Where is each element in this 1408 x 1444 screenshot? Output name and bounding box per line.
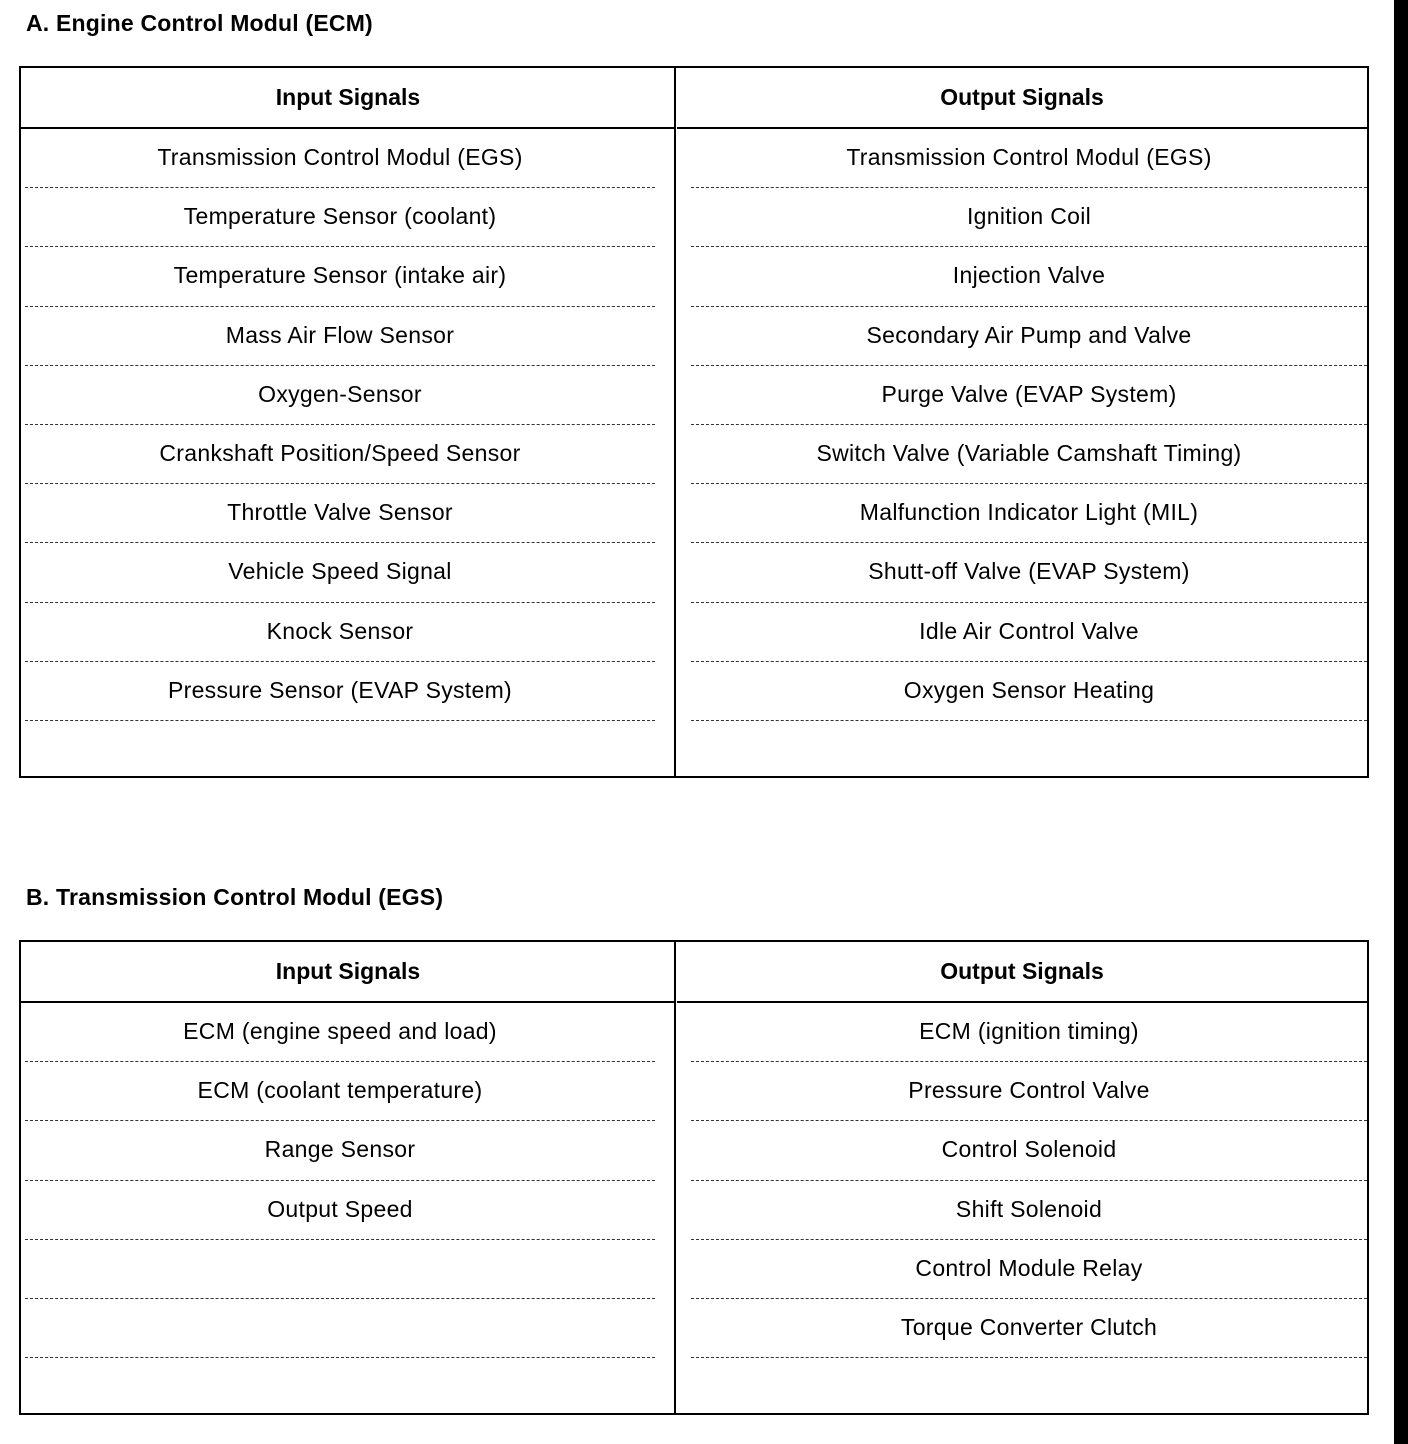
egs-output-cell: Control Module Relay xyxy=(691,1240,1367,1299)
right-edge-bar xyxy=(1394,0,1408,1444)
ecm-input-cell: Mass Air Flow Sensor xyxy=(25,307,655,366)
ecm-input-cell: Throttle Valve Sensor xyxy=(25,484,655,543)
ecm-input-cell: Knock Sensor xyxy=(25,603,655,662)
ecm-input-cell: Temperature Sensor (intake air) xyxy=(25,247,655,306)
ecm-output-header: Output Signals xyxy=(677,68,1367,129)
egs-output-header: Output Signals xyxy=(677,942,1367,1003)
ecm-input-header: Input Signals xyxy=(21,68,675,129)
section-a-title: A. Engine Control Modul (ECM) xyxy=(26,10,373,36)
ecm-output-cell: Injection Valve xyxy=(691,247,1367,306)
ecm-output-cell: Idle Air Control Valve xyxy=(691,603,1367,662)
egs-output-cell: Shift Solenoid xyxy=(691,1181,1367,1240)
ecm-output-cell: Ignition Coil xyxy=(691,188,1367,247)
egs-output-cell: ECM (ignition timing) xyxy=(691,1003,1367,1062)
egs-input-cell: ECM (engine speed and load) xyxy=(25,1003,655,1062)
ecm-input-cell: Pressure Sensor (EVAP System) xyxy=(25,662,655,721)
ecm-output-cell: Switch Valve (Variable Camshaft Timing) xyxy=(691,425,1367,484)
egs-output-cell: Control Solenoid xyxy=(691,1121,1367,1180)
ecm-input-cell: Temperature Sensor (coolant) xyxy=(25,188,655,247)
ecm-output-cell: Shutt-off Valve (EVAP System) xyxy=(691,543,1367,602)
section-b-title: B. Transmission Control Modul (EGS) xyxy=(26,884,444,910)
ecm-output-column xyxy=(677,68,1367,776)
ecm-output-cell: Transmission Control Modul (EGS) xyxy=(691,129,1367,188)
ecm-signal-table xyxy=(19,66,1369,778)
ecm-input-cell: Oxygen-Sensor xyxy=(25,366,655,425)
egs-input-cell-empty xyxy=(25,1240,655,1299)
egs-input-header: Input Signals xyxy=(21,942,675,1003)
ecm-input-cell: Transmission Control Modul (EGS) xyxy=(25,129,655,188)
egs-input-cell-empty xyxy=(25,1299,655,1358)
ecm-output-cell: Malfunction Indicator Light (MIL) xyxy=(691,484,1367,543)
egs-input-cell: ECM (coolant temperature) xyxy=(25,1062,655,1121)
egs-input-cell: Output Speed xyxy=(25,1181,655,1240)
ecm-input-cell: Vehicle Speed Signal xyxy=(25,543,655,602)
ecm-input-cell: Crankshaft Position/Speed Sensor xyxy=(25,425,655,484)
egs-output-cell: Pressure Control Valve xyxy=(691,1062,1367,1121)
ecm-input-column xyxy=(21,68,675,776)
egs-input-cell: Range Sensor xyxy=(25,1121,655,1180)
ecm-output-cell: Secondary Air Pump and Valve xyxy=(691,307,1367,366)
ecm-output-cell: Purge Valve (EVAP System) xyxy=(691,366,1367,425)
egs-input-column xyxy=(21,942,675,1413)
egs-output-column xyxy=(677,942,1367,1413)
egs-signal-table xyxy=(19,940,1369,1415)
egs-output-cell: Torque Converter Clutch xyxy=(691,1299,1367,1358)
ecm-output-cell: Oxygen Sensor Heating xyxy=(691,662,1367,721)
